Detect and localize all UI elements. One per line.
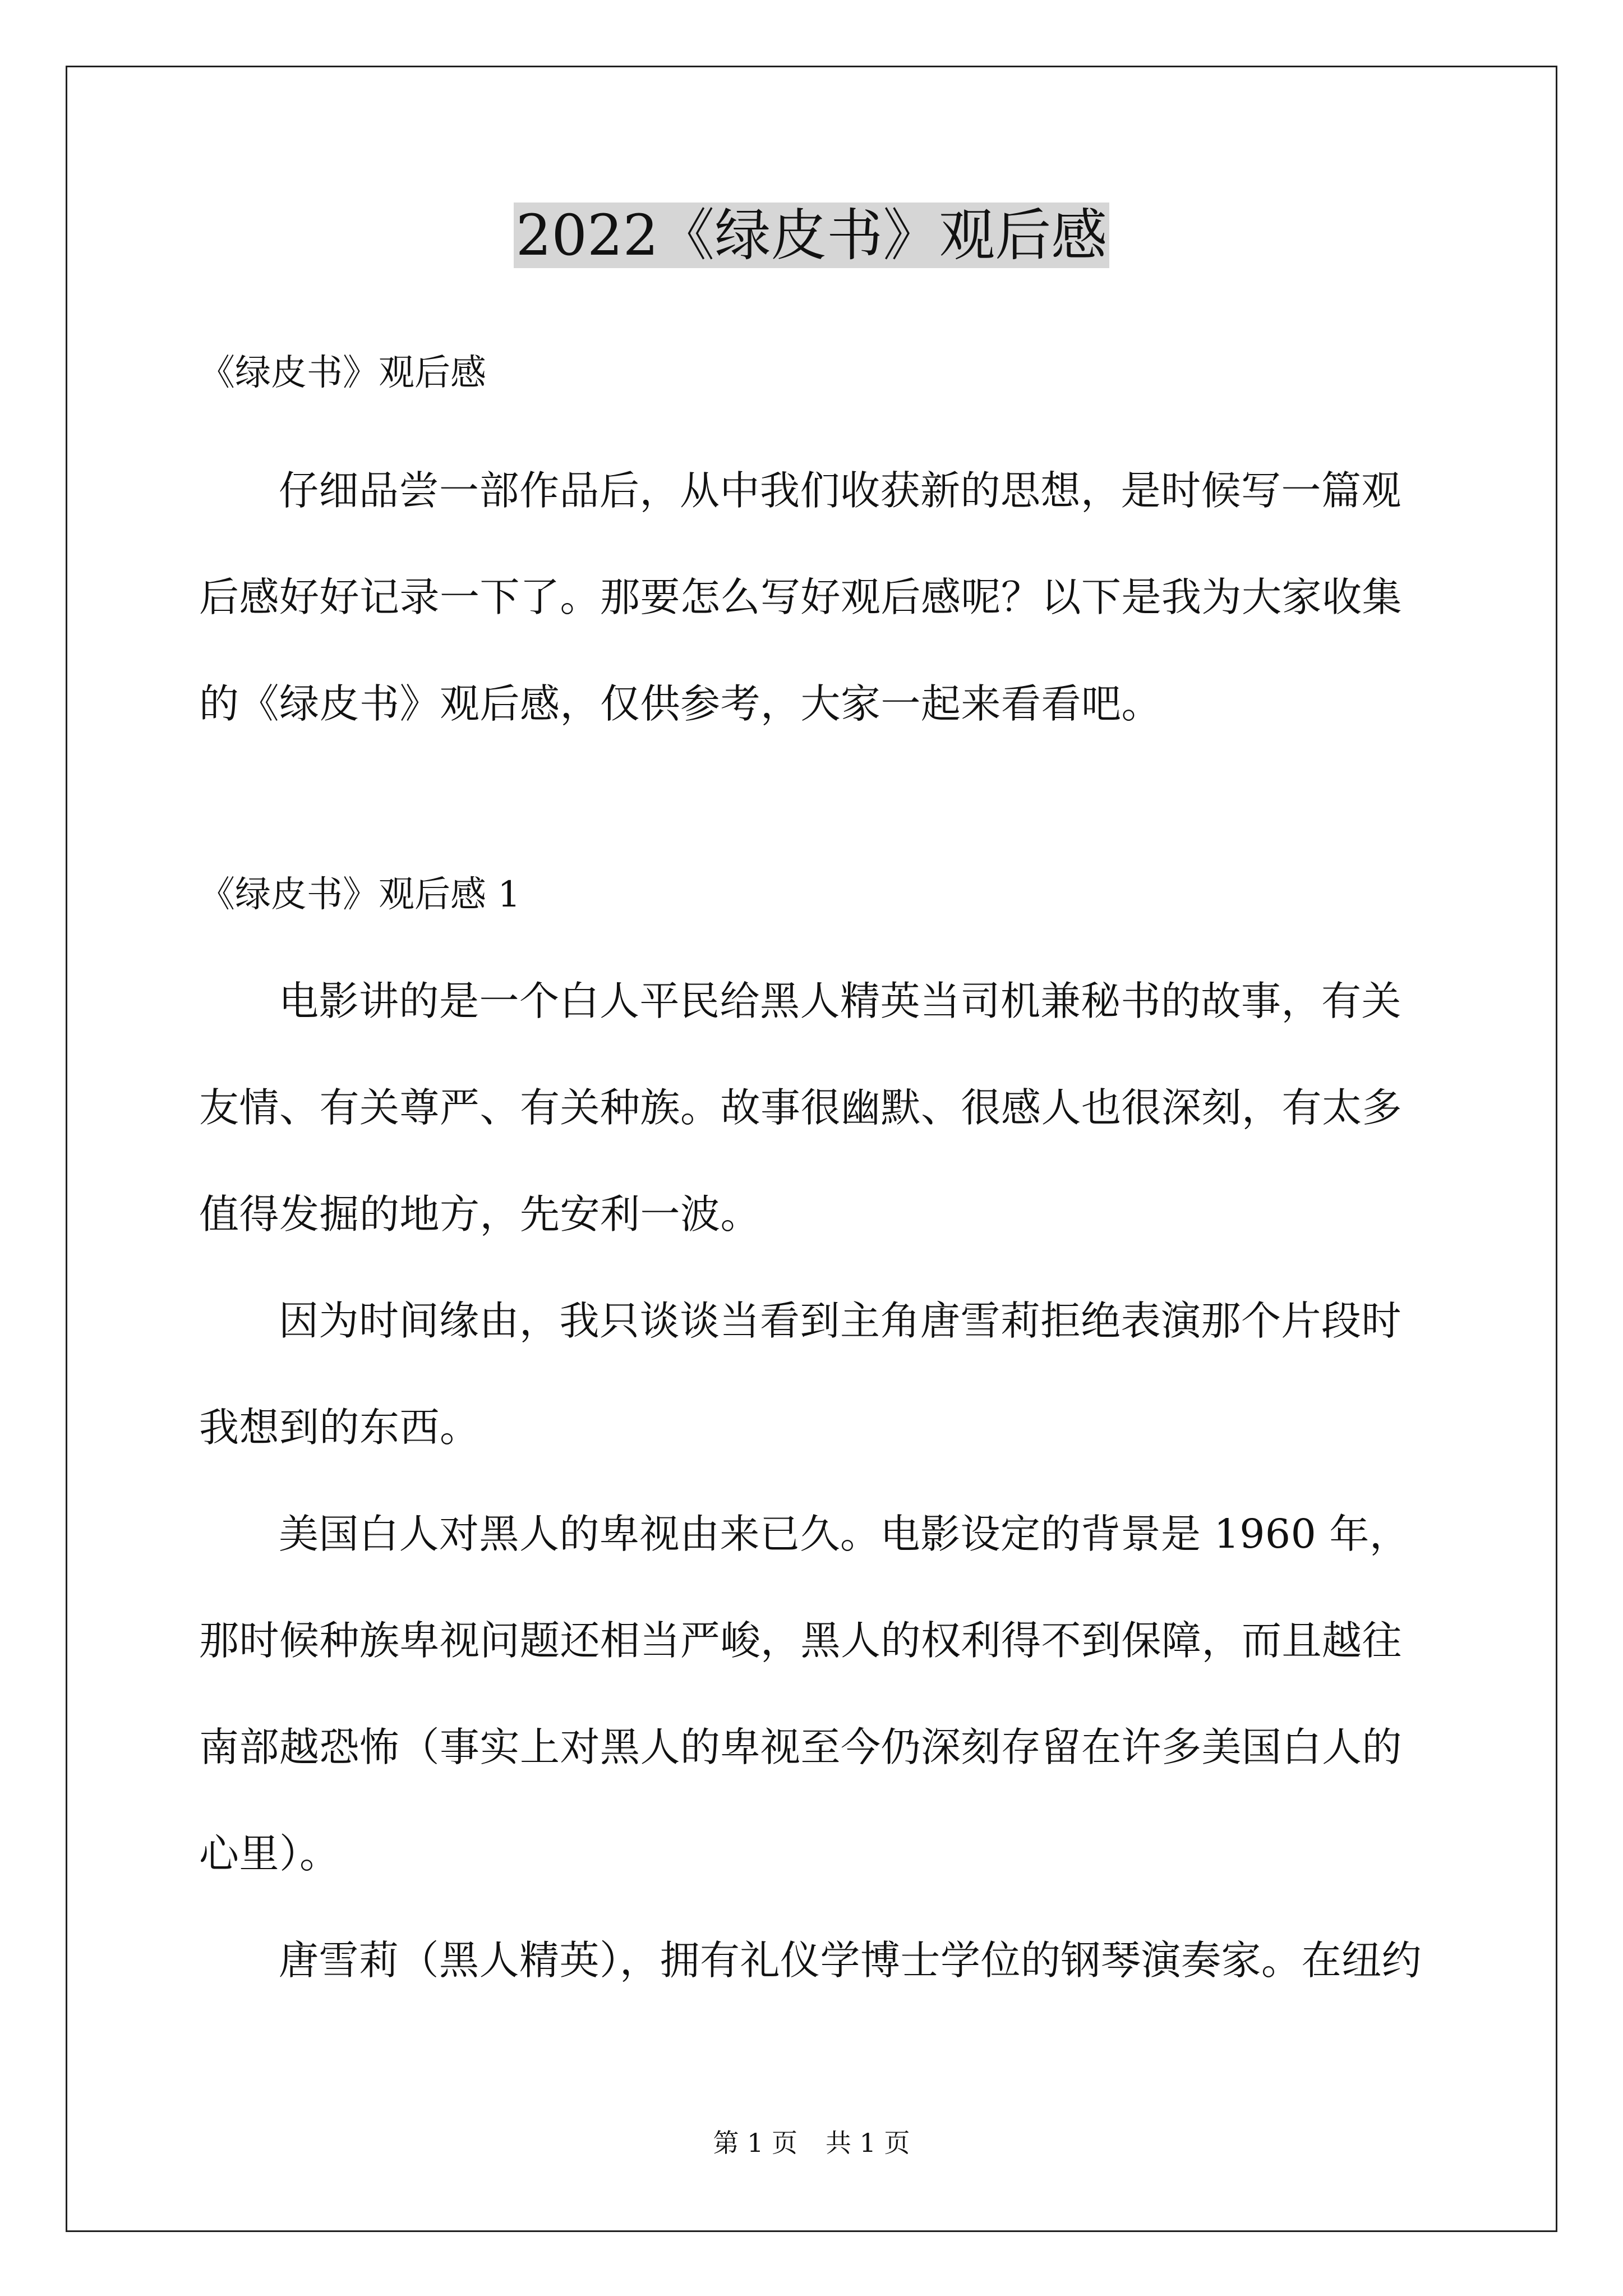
- body-paragraph: 美国白人对黑人的卑视由来已久。电影设定的背景是 1960 年，那时候种族卑视问题还相当严峻，黑人的权利得不到保障，而且越往南部越恐怖（事实上对黑人的卑视至今仍深刻存留在许多美国白人的心里）。: [199, 1511, 1410, 1877]
- document-title-text: 2022《绿皮书》观后感: [514, 203, 1110, 268]
- page-number: 第 1 页: [713, 2128, 797, 2158]
- document-body: [199, 337, 1438, 2014]
- section-heading: 《绿皮书》观后感 1: [199, 874, 521, 915]
- body-paragraph: 唐雪莉（黑人精英），拥有礼仪学博士学位的钢琴演奏家。在纽约: [279, 1937, 1422, 1984]
- body-paragraph: 电影讲的是一个白人平民给黑人精英当司机兼秘书的故事，有关友情、有关尊严、有关种族。故事很幽默、很感人也很深刻，有太多值得发掘的地方，先安利一波。: [199, 978, 1403, 1237]
- document-title: [0, 194, 1623, 278]
- page-total: 共 1 页: [826, 2128, 910, 2158]
- page-footer: [0, 2126, 1623, 2160]
- intro-paragraph: 仔细品尝一部作品后，从中我们收获新的思想，是时候写一篇观后感好好记录一下了。那要怎么写好观后感呢？以下是我为大家收集的《绿皮书》观后感，仅供参考，大家一起来看看吧。: [199, 467, 1403, 727]
- body-paragraph: 因为时间缘由，我只谈谈当看到主角唐雪莉拒绝表演那个片段时我想到的东西。: [199, 1297, 1402, 1451]
- intro-heading: 《绿皮书》观后感: [199, 352, 486, 394]
